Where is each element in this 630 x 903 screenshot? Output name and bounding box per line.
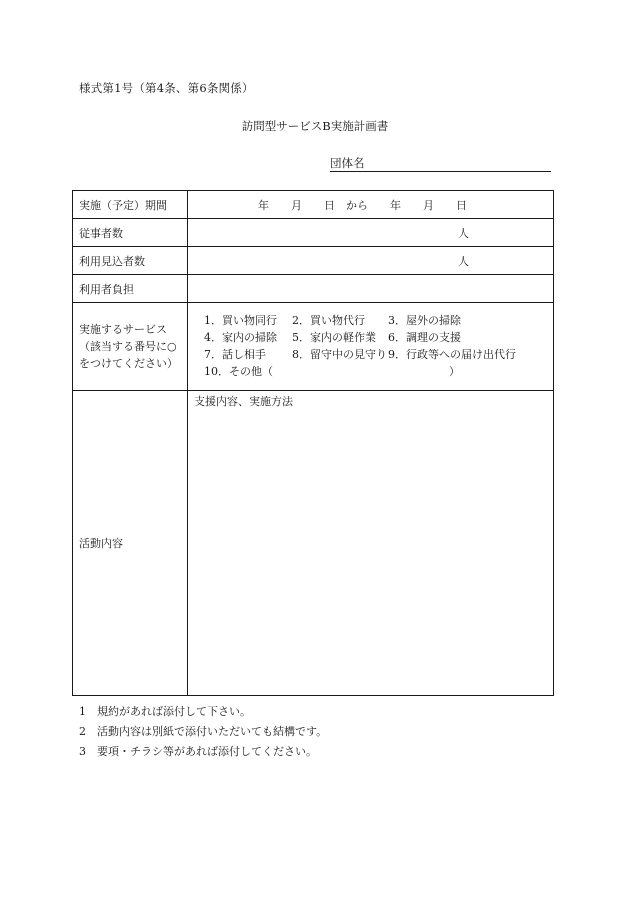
user-charge-label: 利用者負担 <box>73 275 188 303</box>
organization-label: 団体名 <box>330 156 365 170</box>
service-option[interactable]: 10．その他（ ） <box>204 365 460 378</box>
note-number: 2 <box>79 725 86 738</box>
activity-field[interactable] <box>188 391 554 696</box>
service-option[interactable]: 8．留守中の見守り <box>292 348 387 361</box>
note-number: 1 <box>79 705 86 718</box>
service-option[interactable]: 1．買い物同行 <box>204 314 277 327</box>
service-option[interactable]: 4．家内の掃除 <box>204 331 277 344</box>
organization-name-field[interactable] <box>330 155 551 172</box>
expected-users-label: 利用見込者数 <box>73 247 188 275</box>
service-options <box>194 313 547 380</box>
staff-count-field[interactable] <box>188 219 554 247</box>
services-label: 実施するサービス （該当する番号に○ をつけてください） <box>73 303 188 391</box>
table-row-staff <box>73 219 554 247</box>
services-field <box>188 303 554 391</box>
table-row-period <box>73 191 554 219</box>
note-text: 要項・チラシ等があれば添付してください。 <box>97 745 317 758</box>
note-item <box>79 722 327 742</box>
service-option[interactable]: 7．話し相手 <box>204 348 266 361</box>
staff-count-unit: 人 <box>458 226 469 240</box>
page-title: 訪問型サービスB実施計画書 <box>241 119 389 133</box>
service-option[interactable]: 2．買い物代行 <box>292 314 365 327</box>
expected-users-field[interactable] <box>188 247 554 275</box>
period-label: 実施（予定）期間 <box>73 191 188 219</box>
form-number: 様式第1号（第4条、第6条関係） <box>79 81 254 95</box>
table-row-expected-users <box>73 247 554 275</box>
note-number: 3 <box>79 745 86 758</box>
staff-count-label: 従事者数 <box>73 219 188 247</box>
note-item <box>79 702 327 722</box>
note-text: 規約があれば添付して下さい。 <box>97 705 251 718</box>
service-option[interactable]: 5．家内の軽作業 <box>292 331 376 344</box>
activity-label: 活動内容 <box>73 391 188 696</box>
period-field[interactable]: 年 月 日 から 年 月 日 <box>188 191 554 219</box>
table-row-user-charge <box>73 275 554 303</box>
expected-users-unit: 人 <box>458 254 469 268</box>
note-text: 活動内容は別紙で添付いただいても結構です。 <box>97 725 328 738</box>
service-option[interactable]: 9．行政等への届け出代行 <box>388 348 516 361</box>
activity-hint: 支援内容、実施方法 <box>194 395 293 408</box>
service-option[interactable]: 3．屋外の掃除 <box>388 314 461 327</box>
table-row-activity <box>73 391 554 696</box>
table-row-services <box>73 303 554 391</box>
plan-table <box>72 190 554 696</box>
user-charge-field[interactable] <box>188 275 554 303</box>
service-option[interactable]: 6．調理の支援 <box>388 331 461 344</box>
note-item <box>79 742 327 762</box>
notes <box>79 702 327 762</box>
